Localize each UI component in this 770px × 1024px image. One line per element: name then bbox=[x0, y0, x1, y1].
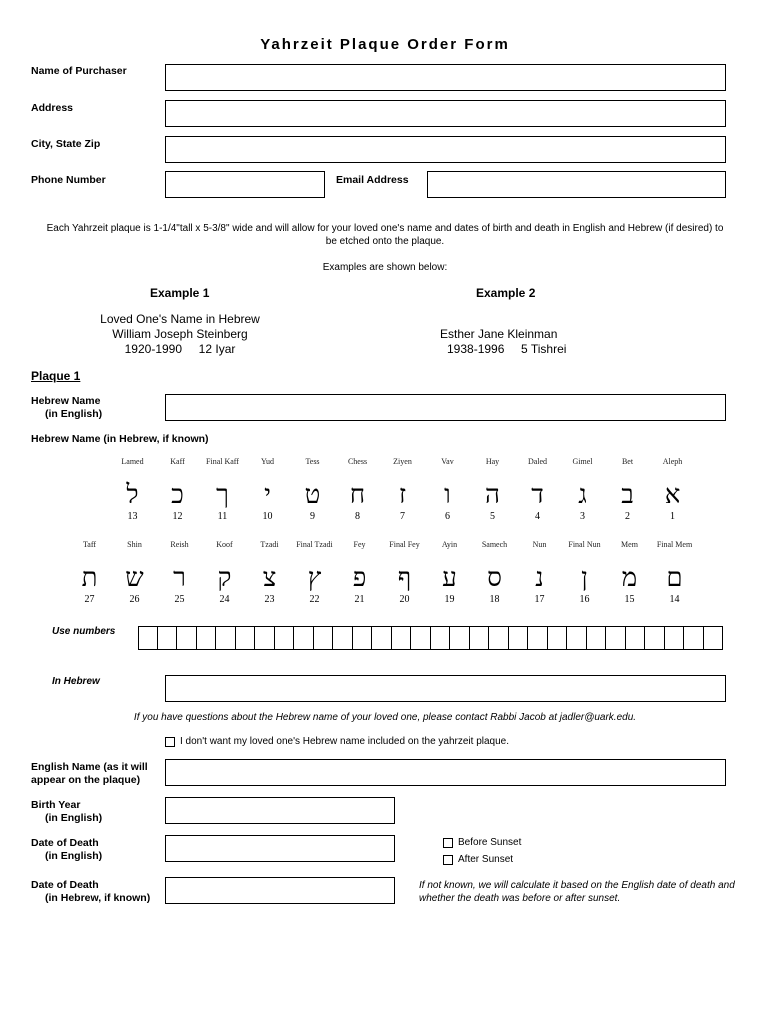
hebrew-name-hebrew-label: Hebrew Name (in Hebrew, if known) bbox=[31, 433, 209, 445]
hebrew-letter-cell bbox=[290, 457, 335, 523]
number-box[interactable] bbox=[509, 626, 529, 650]
letter-name: Shin bbox=[127, 540, 142, 549]
letter-number: 15 bbox=[624, 594, 635, 605]
number-box[interactable] bbox=[138, 626, 158, 650]
letter-number: 17 bbox=[534, 594, 545, 605]
hebrew-letter-cell bbox=[380, 457, 425, 523]
letter-name: Fey bbox=[353, 540, 366, 549]
birth-year-label bbox=[31, 799, 102, 825]
hebrew-letter-cell bbox=[560, 457, 605, 523]
hebrew-letter-cell bbox=[515, 457, 560, 523]
label-line: (in English) bbox=[45, 408, 103, 420]
letter-name: Bet bbox=[621, 457, 634, 466]
letter-name: Final Nun bbox=[568, 540, 601, 549]
alphabet-chart-row1 bbox=[110, 457, 695, 523]
number-box[interactable] bbox=[665, 626, 685, 650]
label-line: Date of Death bbox=[31, 879, 99, 891]
letter-number: 27 bbox=[84, 594, 95, 605]
number-box[interactable] bbox=[411, 626, 431, 650]
questions-note: If you have questions about the Hebrew name of your loved one, please contact Rabbi Jacob at jadler@uark.edu. bbox=[133, 712, 637, 723]
letter-glyph: פ bbox=[352, 563, 367, 593]
letter-number: 24 bbox=[219, 594, 230, 605]
letter-name: Koof bbox=[216, 540, 233, 549]
letter-name: Reish bbox=[170, 540, 189, 549]
letter-glyph: ש bbox=[125, 563, 144, 593]
letter-number: 21 bbox=[354, 594, 365, 605]
label-line: (in English) bbox=[45, 812, 103, 824]
letter-number: 4 bbox=[535, 511, 540, 522]
hebrew-letter-cell bbox=[607, 540, 652, 606]
letter-glyph: ז bbox=[398, 480, 407, 510]
number-box[interactable] bbox=[489, 626, 509, 650]
label-line: Birth Year bbox=[31, 799, 81, 811]
letter-number: 14 bbox=[669, 594, 680, 605]
letter-glyph: מ bbox=[621, 563, 638, 593]
email-label: Email Address bbox=[336, 174, 409, 186]
hebrew-name-english-label bbox=[31, 395, 102, 421]
hebrew-letter-cell bbox=[562, 540, 607, 606]
letter-name: Tess bbox=[305, 457, 320, 466]
letter-name: Yud bbox=[261, 457, 274, 466]
hebrew-letter-cell bbox=[247, 540, 292, 606]
letter-number: 22 bbox=[309, 594, 320, 605]
letter-name: Vav bbox=[441, 457, 454, 466]
letter-glyph: ם bbox=[666, 563, 683, 593]
letter-name: Chess bbox=[347, 457, 368, 466]
letter-glyph: ל bbox=[126, 480, 139, 510]
exclude-hebrew-label: I don't want my loved one's Hebrew name included on the yahrzeit plaque. bbox=[180, 736, 510, 747]
example1-heading: Example 1 bbox=[150, 286, 210, 300]
letter-glyph: ף bbox=[397, 563, 412, 593]
date-death-english-field[interactable] bbox=[165, 835, 395, 862]
calc-note: If not known, we will calculate it based on the English date of death and whether the death was before or after sunset. bbox=[419, 880, 735, 904]
letter-glyph: ת bbox=[81, 563, 98, 593]
hebrew-letter-cell bbox=[335, 457, 380, 523]
label-line: appear on the plaque) bbox=[31, 774, 141, 786]
letter-glyph: ח bbox=[349, 480, 366, 510]
number-box[interactable] bbox=[548, 626, 568, 650]
hebrew-letter-cell bbox=[245, 457, 290, 523]
address-label: Address bbox=[31, 102, 74, 114]
label-line: English Name (as it will bbox=[31, 761, 148, 773]
hebrew-letter-cell bbox=[650, 457, 695, 523]
letter-name: Tzadi bbox=[260, 540, 279, 549]
city-field[interactable] bbox=[165, 136, 726, 163]
number-box[interactable] bbox=[333, 626, 353, 650]
letter-name: Samech bbox=[481, 540, 508, 549]
number-box[interactable] bbox=[684, 626, 704, 650]
hebrew-letter-cell bbox=[470, 457, 515, 523]
after-sunset-label: After Sunset bbox=[458, 854, 514, 865]
example2-heading: Example 2 bbox=[476, 286, 536, 300]
number-box[interactable] bbox=[372, 626, 392, 650]
letter-glyph: ה bbox=[485, 480, 500, 510]
letter-number: 19 bbox=[444, 594, 455, 605]
letter-name: Kaff bbox=[170, 457, 185, 466]
hebrew-letter-cell bbox=[517, 540, 562, 606]
number-box[interactable] bbox=[704, 626, 724, 650]
hebrew-letter-cell bbox=[202, 540, 247, 606]
hebrew-name-english-field[interactable] bbox=[165, 394, 726, 421]
english-name-label bbox=[31, 761, 148, 787]
letter-glyph: ן bbox=[581, 563, 588, 593]
letter-glyph: ק bbox=[217, 563, 232, 593]
hebrew-letter-cell bbox=[200, 457, 245, 523]
letter-name: Final Fey bbox=[389, 540, 420, 549]
city-label: City, State Zip bbox=[31, 138, 101, 150]
number-box[interactable] bbox=[645, 626, 665, 650]
letter-name: Aleph bbox=[662, 457, 683, 466]
letter-number: 9 bbox=[310, 511, 315, 522]
hebrew-letter-cell bbox=[67, 540, 112, 606]
hebrew-letter-cell bbox=[382, 540, 427, 606]
letter-number: 13 bbox=[127, 511, 138, 522]
letter-number: 8 bbox=[355, 511, 360, 522]
letter-number: 3 bbox=[580, 511, 585, 522]
letter-number: 25 bbox=[174, 594, 185, 605]
letter-glyph: ב bbox=[621, 480, 634, 510]
letter-number: 18 bbox=[489, 594, 500, 605]
number-box[interactable] bbox=[197, 626, 217, 650]
description-text: Each Yahrzeit plaque is 1-1/4"tall x 5-3/8" wide and will allow for your loved one's name and dates of birth and death in English and Hebrew (if desired) to be etched onto the plaque. bbox=[46, 223, 724, 247]
number-box[interactable] bbox=[275, 626, 295, 650]
letter-number: 16 bbox=[579, 594, 590, 605]
letter-glyph: ך bbox=[216, 480, 229, 510]
number-box[interactable] bbox=[528, 626, 548, 650]
date-death-hebrew-field[interactable] bbox=[165, 877, 395, 904]
letter-name: Final Mem bbox=[656, 540, 693, 549]
letter-name: Nun bbox=[532, 540, 547, 549]
letter-name: Final Kaff bbox=[206, 457, 239, 466]
number-box[interactable] bbox=[626, 626, 646, 650]
letter-number: 10 bbox=[262, 511, 273, 522]
letter-glyph: ד bbox=[531, 480, 544, 510]
number-box[interactable] bbox=[567, 626, 587, 650]
in-hebrew-label: In Hebrew bbox=[52, 676, 100, 687]
birth-year-field[interactable] bbox=[165, 797, 395, 824]
alphabet-chart-row2 bbox=[67, 540, 697, 606]
page-title: Yahrzeit Plaque Order Form bbox=[260, 36, 510, 53]
letter-glyph: נ bbox=[535, 563, 544, 593]
number-box[interactable] bbox=[587, 626, 607, 650]
number-box[interactable] bbox=[392, 626, 412, 650]
hebrew-letter-cell bbox=[472, 540, 517, 606]
before-sunset-label: Before Sunset bbox=[458, 837, 522, 848]
hebrew-letter-cell bbox=[425, 457, 470, 523]
phone-label: Phone Number bbox=[31, 174, 106, 186]
hebrew-letter-cell bbox=[337, 540, 382, 606]
letter-glyph: צ bbox=[262, 563, 277, 593]
letter-number: 11 bbox=[217, 511, 228, 522]
purchaser-name-field[interactable] bbox=[165, 64, 726, 91]
letter-name: Ayin bbox=[441, 540, 458, 549]
letter-glyph: ג bbox=[578, 480, 587, 510]
letter-glyph: ץ bbox=[307, 563, 322, 593]
example1-line3: 1920-1990 12 Iyar bbox=[124, 342, 236, 356]
number-box[interactable] bbox=[294, 626, 314, 650]
letter-glyph: כ bbox=[171, 480, 184, 510]
letter-name: Taff bbox=[82, 540, 97, 549]
number-box[interactable] bbox=[431, 626, 451, 650]
number-box[interactable] bbox=[177, 626, 197, 650]
hebrew-letter-cell bbox=[112, 540, 157, 606]
hebrew-letter-cell bbox=[110, 457, 155, 523]
email-field[interactable] bbox=[427, 171, 726, 198]
letter-name: Daled bbox=[527, 457, 548, 466]
letter-number: 12 bbox=[172, 511, 183, 522]
number-boxes bbox=[138, 626, 723, 650]
letter-name: Mem bbox=[621, 540, 638, 549]
phone-field[interactable] bbox=[165, 171, 325, 198]
hebrew-letter-cell bbox=[652, 540, 697, 606]
example2-line2: Esther Jane Kleinman bbox=[440, 327, 558, 341]
english-name-field[interactable] bbox=[165, 759, 726, 786]
letter-glyph: ו bbox=[444, 480, 451, 510]
hebrew-letter-cell bbox=[292, 540, 337, 606]
hebrew-letter-cell bbox=[155, 457, 200, 523]
label-line: Hebrew Name bbox=[31, 395, 101, 407]
address-field[interactable] bbox=[165, 100, 726, 127]
number-box[interactable] bbox=[255, 626, 275, 650]
letter-number: 20 bbox=[399, 594, 410, 605]
number-box[interactable] bbox=[314, 626, 334, 650]
letter-glyph: ר bbox=[173, 563, 186, 593]
hebrew-letter-cell bbox=[427, 540, 472, 606]
number-box[interactable] bbox=[353, 626, 373, 650]
letter-number: 26 bbox=[129, 594, 140, 605]
letter-number: 7 bbox=[400, 511, 405, 522]
letter-number: 5 bbox=[490, 511, 495, 522]
number-box[interactable] bbox=[606, 626, 626, 650]
before-sunset-checkbox[interactable] bbox=[443, 838, 453, 848]
label-line: (in Hebrew, if known) bbox=[45, 892, 151, 904]
date-death-hebrew-label bbox=[31, 879, 150, 905]
example1-line2: William Joseph Steinberg bbox=[112, 327, 248, 341]
letter-name: Final Tzadi bbox=[296, 540, 333, 549]
use-numbers-label: Use numbers bbox=[52, 626, 116, 637]
hebrew-letter-cell bbox=[157, 540, 202, 606]
letter-number: 6 bbox=[445, 511, 450, 522]
letter-number: 1 bbox=[670, 511, 675, 522]
label-line: (in English) bbox=[45, 850, 103, 862]
letter-number: 23 bbox=[264, 594, 275, 605]
after-sunset-checkbox[interactable] bbox=[443, 855, 453, 865]
letter-name: Lamed bbox=[121, 457, 144, 466]
letter-name: Ziyen bbox=[393, 457, 412, 466]
example1-line1: Loved One's Name in Hebrew bbox=[100, 312, 260, 326]
label-line: Date of Death bbox=[31, 837, 99, 849]
examples-note: Examples are shown below: bbox=[322, 262, 448, 273]
number-box[interactable] bbox=[470, 626, 490, 650]
hebrew-letter-cell bbox=[605, 457, 650, 523]
letter-glyph: א bbox=[664, 480, 681, 510]
letter-name: Hay bbox=[485, 457, 500, 466]
letter-glyph: ט bbox=[304, 480, 321, 510]
number-box[interactable] bbox=[216, 626, 236, 650]
exclude-hebrew-checkbox[interactable] bbox=[165, 737, 175, 747]
letter-name: Gimel bbox=[572, 457, 593, 466]
number-box[interactable] bbox=[236, 626, 256, 650]
letter-glyph: ס bbox=[487, 563, 502, 593]
plaque-heading: Plaque 1 bbox=[31, 369, 81, 383]
example2-line3: 1938-1996 5 Tishrei bbox=[447, 342, 567, 356]
number-box[interactable] bbox=[450, 626, 470, 650]
letter-glyph: ע bbox=[442, 563, 457, 593]
number-box[interactable] bbox=[158, 626, 178, 650]
letter-glyph: י bbox=[264, 480, 271, 510]
letter-number: 2 bbox=[625, 511, 630, 522]
purchaser-name-label: Name of Purchaser bbox=[31, 65, 127, 77]
date-death-english-label bbox=[31, 837, 102, 863]
in-hebrew-field[interactable] bbox=[165, 675, 726, 702]
